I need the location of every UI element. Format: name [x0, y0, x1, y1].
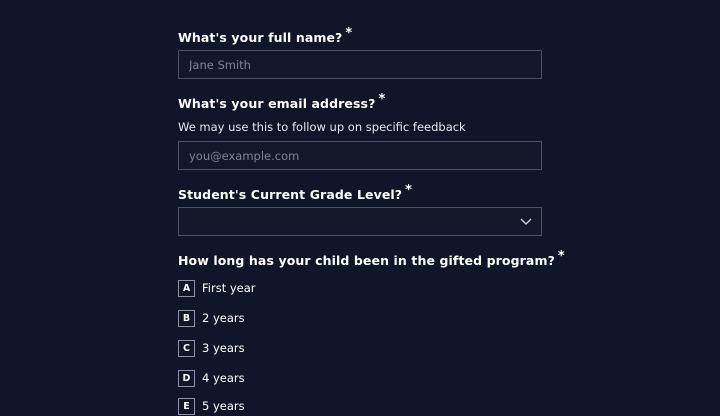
- option-key: E: [178, 398, 195, 415]
- email-hint: We may use this to follow up on specific feedback: [178, 120, 466, 134]
- full-name-input[interactable]: [179, 51, 541, 78]
- option-label: 3 years: [202, 341, 245, 355]
- option-label: 2 years: [202, 311, 245, 325]
- required-asterisk: *: [378, 92, 386, 107]
- chevron-down-icon: [520, 216, 532, 226]
- option-key: B: [178, 310, 195, 327]
- email-field-box: [178, 141, 542, 170]
- required-asterisk: *: [405, 183, 413, 198]
- option-3-years[interactable]: [178, 338, 245, 358]
- option-label: 5 years: [202, 399, 245, 413]
- option-key: A: [178, 280, 195, 297]
- option-first-year[interactable]: [178, 278, 256, 298]
- email-question: [178, 92, 386, 112]
- option-label: 4 years: [202, 371, 245, 385]
- grade-level-select[interactable]: [178, 207, 542, 236]
- option-key: D: [178, 370, 195, 387]
- option-key: C: [178, 340, 195, 357]
- grade-question: [178, 183, 413, 203]
- required-asterisk: *: [345, 26, 353, 41]
- duration-question: [178, 249, 565, 269]
- option-5-years[interactable]: [178, 396, 245, 416]
- email-question-text: What's your email address?: [178, 96, 376, 111]
- name-question: [178, 26, 353, 46]
- duration-question-text: How long has your child been in the gifted program?: [178, 253, 555, 268]
- option-4-years[interactable]: [178, 368, 245, 388]
- option-2-years[interactable]: [178, 308, 245, 328]
- name-question-text: What's your full name?: [178, 30, 343, 45]
- required-asterisk: *: [557, 249, 565, 264]
- grade-question-text: Student's Current Grade Level?: [178, 187, 403, 202]
- option-label: First year: [202, 281, 256, 295]
- name-field-box: [178, 50, 542, 79]
- email-input[interactable]: [179, 142, 541, 169]
